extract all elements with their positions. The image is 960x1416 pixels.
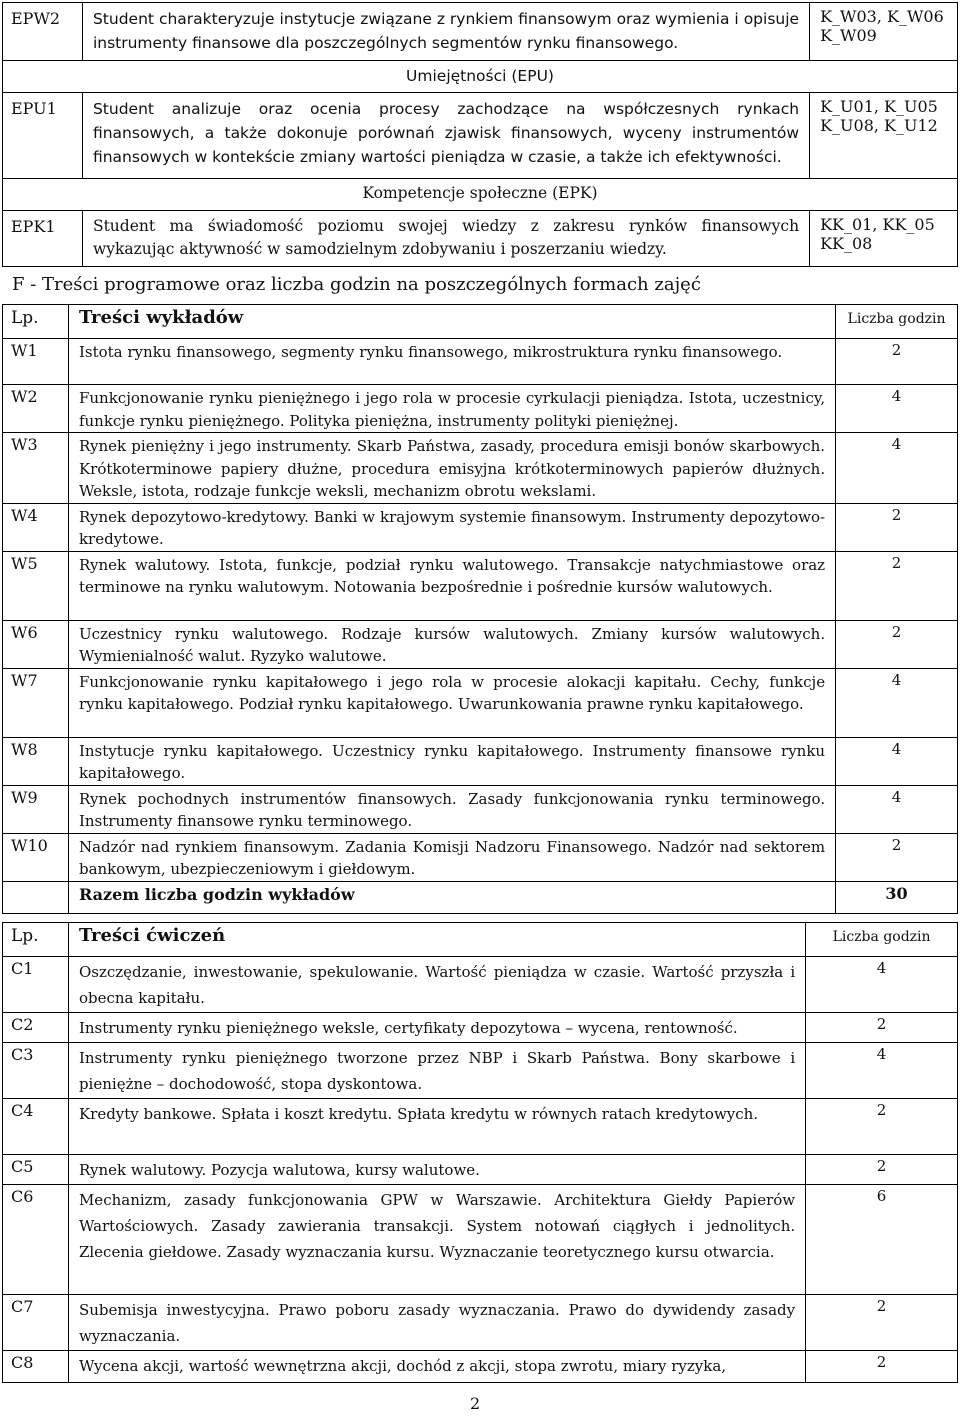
- row-hours: 4: [836, 668, 958, 737]
- row-text: Kredyty bankowe. Spłata i koszt kredytu. Spłata kredytu w równych ratach kredytowych.: [68, 1099, 805, 1155]
- table-row: [3, 737, 958, 785]
- effect-code: EPK1: [3, 211, 83, 267]
- row-text: Oszczędzanie, inwestowanie, spekulowanie. Wartość pieniądza w czasie. Wartość przyszła i obecna kapitału.: [68, 957, 805, 1013]
- row-hours: 4: [836, 385, 958, 433]
- row-lp: C7: [3, 1295, 69, 1351]
- exercises-header-row: [3, 923, 958, 957]
- table-row: [3, 339, 958, 385]
- effect-row-epk1: [3, 211, 958, 267]
- exercises-table: [2, 922, 958, 1383]
- hours-header: Liczba godzin: [806, 923, 958, 957]
- page-number: 2: [470, 1394, 481, 1413]
- table-row: [3, 1351, 958, 1383]
- row-hours: 2: [806, 1351, 958, 1383]
- row-hours: 2: [806, 1099, 958, 1155]
- effect-description: Student analizuje oraz ocenia procesy zachodzące na współczesnych rynkach finansowych, a także dokonuje porównań zjawisk finansowych, wyceny instrumentów finansowych w kontekście zmiany wartości pieniądza w czasie, a także ich efektywności.: [82, 93, 809, 179]
- lectures-title-header: Treści wykładów: [68, 305, 835, 339]
- row-hours: 4: [836, 737, 958, 785]
- row-lp: C5: [3, 1155, 69, 1185]
- row-lp: W7: [3, 668, 69, 737]
- lp-header: Lp.: [3, 305, 69, 339]
- row-text: Istota rynku finansowego, segmenty rynku finansowego, mikrostruktura rynku finansowego.: [68, 339, 835, 385]
- row-hours: 4: [806, 957, 958, 1013]
- row-text: Rynek pieniężny i jego instrumenty. Skarb Państwa, zasady, procedura emisji bonów skarbowych. Krótkoterminowe papiery dłużne, procedura emisyjna krótkoterminowych papierów dłużnych. Weksle, istota, rodzaje funkcje weksli, mechanizm obrotu wekslami.: [68, 433, 835, 504]
- effect-row-epw2: [3, 3, 958, 61]
- row-lp: C3: [3, 1043, 69, 1099]
- row-hours: 2: [836, 620, 958, 668]
- exercises-title-header: Treści ćwiczeń: [68, 923, 805, 957]
- row-lp: W3: [3, 433, 69, 504]
- row-hours: 4: [806, 1043, 958, 1099]
- row-hours: 2: [836, 503, 958, 551]
- social-heading: Kompetencje społeczne (EPK): [3, 179, 958, 211]
- table-row: [3, 385, 958, 433]
- table-row: [3, 1099, 958, 1155]
- table-row: [3, 503, 958, 551]
- row-text: Rynek walutowy. Istota, funkcje, podział rynku walutowego. Transakcje natychmiastowe oraz terminowe na rynku walutowym. Notowania bezpośrednie i pośrednie kursów walutowych.: [68, 551, 835, 620]
- row-text: Uczestnicy rynku walutowego. Rodzaje kursów walutowych. Zmiany kursów walutowych. Wymienialność walut. Ryzyko walutowe.: [68, 620, 835, 668]
- lectures-total-row: [3, 881, 958, 913]
- effect-code: EPU1: [3, 93, 83, 179]
- skills-heading-row: [3, 61, 958, 93]
- table-row: [3, 620, 958, 668]
- row-text: Subemisja inwestycyjna. Prawo poboru zasady wyznaczania. Prawo do dywidendy zasady wyznaczania.: [68, 1295, 805, 1351]
- row-text: Rynek pochodnych instrumentów finansowych. Zasady funkcjonowania rynku terminowego. Instrumenty finansowe rynku terminowego.: [68, 785, 835, 833]
- row-text: Mechanizm, zasady funkcjonowania GPW w Warszawie. Architektura Giełdy Papierów Wartościowych. Zasady zawierania transakcji. System notowań ciągłych i jednolitych. Zlecenia giełdowe. Zasady wyznaczania kursu. Wyznaczanie teoretycznego kursu otwarcia.: [68, 1185, 805, 1295]
- total-label: Razem liczba godzin wykładów: [68, 881, 835, 913]
- row-lp: W1: [3, 339, 69, 385]
- lectures-header-row: [3, 305, 958, 339]
- row-text: Funkcjonowanie rynku kapitałowego i jego rola w procesie alokacji kapitału. Cechy, funkcje rynku kapitałowego. Podział rynku kapitałowego. Uwarunkowania prawne rynku kapitałowego.: [68, 668, 835, 737]
- row-text: Nadzór nad rynkiem finansowym. Zadania Komisji Nadzoru Finansowego. Nadzór nad sektorem bankowym, ubezpieczeniowym i giełdowym.: [68, 833, 835, 881]
- row-lp: C8: [3, 1351, 69, 1383]
- row-hours: 4: [836, 433, 958, 504]
- total-hours: 30: [836, 881, 958, 913]
- row-lp: W5: [3, 551, 69, 620]
- row-lp: C6: [3, 1185, 69, 1295]
- table-row: [3, 1043, 958, 1099]
- row-hours: 2: [836, 833, 958, 881]
- row-hours: 2: [806, 1013, 958, 1043]
- row-lp: C1: [3, 957, 69, 1013]
- row-text: Rynek depozytowo-kredytowy. Banki w krajowym systemie finansowym. Instrumenty depozytowo-kredytowe.: [68, 503, 835, 551]
- table-row: [3, 1013, 958, 1043]
- effect-refs: KK_01, KK_05 KK_08: [810, 211, 958, 267]
- row-hours: 2: [836, 339, 958, 385]
- effect-row-epu1: [3, 93, 958, 179]
- effect-refs: K_U01, K_U05 K_U08, K_U12: [810, 93, 958, 179]
- hours-header: Liczba godzin: [836, 305, 958, 339]
- row-lp: W8: [3, 737, 69, 785]
- row-hours: 6: [806, 1185, 958, 1295]
- row-lp: W2: [3, 385, 69, 433]
- table-row: [3, 668, 958, 737]
- row-lp: W6: [3, 620, 69, 668]
- table-row: [3, 551, 958, 620]
- social-heading-row: [3, 179, 958, 211]
- learning-effects-table: [2, 2, 958, 267]
- row-lp: W4: [3, 503, 69, 551]
- row-lp: W10: [3, 833, 69, 881]
- row-lp: W9: [3, 785, 69, 833]
- table-row: [3, 957, 958, 1013]
- effect-code: EPW2: [3, 3, 83, 61]
- effect-description: Student charakteryzuje instytucje związane z rynkiem finansowym oraz wymienia i opisuje instrumenty finansowe dla poszczególnych segmentów rynku finansowego.: [82, 3, 809, 61]
- table-row: [3, 1185, 958, 1295]
- row-text: Rynek walutowy. Pozycja walutowa, kursy walutowe.: [68, 1155, 805, 1185]
- row-hours: 4: [836, 785, 958, 833]
- table-row: [3, 1155, 958, 1185]
- section-f-heading: F - Treści programowe oraz liczba godzin na poszczególnych formach zajęć: [12, 274, 701, 295]
- row-text: Instrumenty rynku pieniężnego tworzone przez NBP i Skarb Państwa. Bony skarbowe i pieniężne – dochodowość, stopa dyskontowa.: [68, 1043, 805, 1099]
- lectures-table: [2, 304, 958, 914]
- row-hours: 2: [806, 1155, 958, 1185]
- effect-refs: K_W03, K_W06 K_W09: [810, 3, 958, 61]
- table-row: [3, 1295, 958, 1351]
- row-text: Wycena akcji, wartość wewnętrzna akcji, dochód z akcji, stopa zwrotu, miary ryzyka,: [68, 1351, 805, 1383]
- table-row: [3, 433, 958, 504]
- table-row: [3, 785, 958, 833]
- row-text: Instrumenty rynku pieniężnego weksle, certyfikaty depozytowa – wycena, rentowność.: [68, 1013, 805, 1043]
- row-text: Instytucje rynku kapitałowego. Uczestnicy rynku kapitałowego. Instrumenty finansowe rynku kapitałowego.: [68, 737, 835, 785]
- row-lp: C2: [3, 1013, 69, 1043]
- table-row: [3, 833, 958, 881]
- lp-header: Lp.: [3, 923, 69, 957]
- row-lp: C4: [3, 1099, 69, 1155]
- skills-heading: Umiejętności (EPU): [3, 61, 958, 93]
- effect-description: Student ma świadomość poziomu swojej wiedzy z zakresu rynków finansowych wykazując aktywność w samodzielnym zdobywaniu i poszerzaniu wiedzy.: [82, 211, 809, 267]
- row-text: Funkcjonowanie rynku pieniężnego i jego rola w procesie cyrkulacji pieniądza. Istota, uczestnicy, funkcje rynku pieniężnego. Polityka pieniężna, instrumenty polityki pieniężnej.: [68, 385, 835, 433]
- row-hours: 2: [836, 551, 958, 620]
- row-hours: 2: [806, 1295, 958, 1351]
